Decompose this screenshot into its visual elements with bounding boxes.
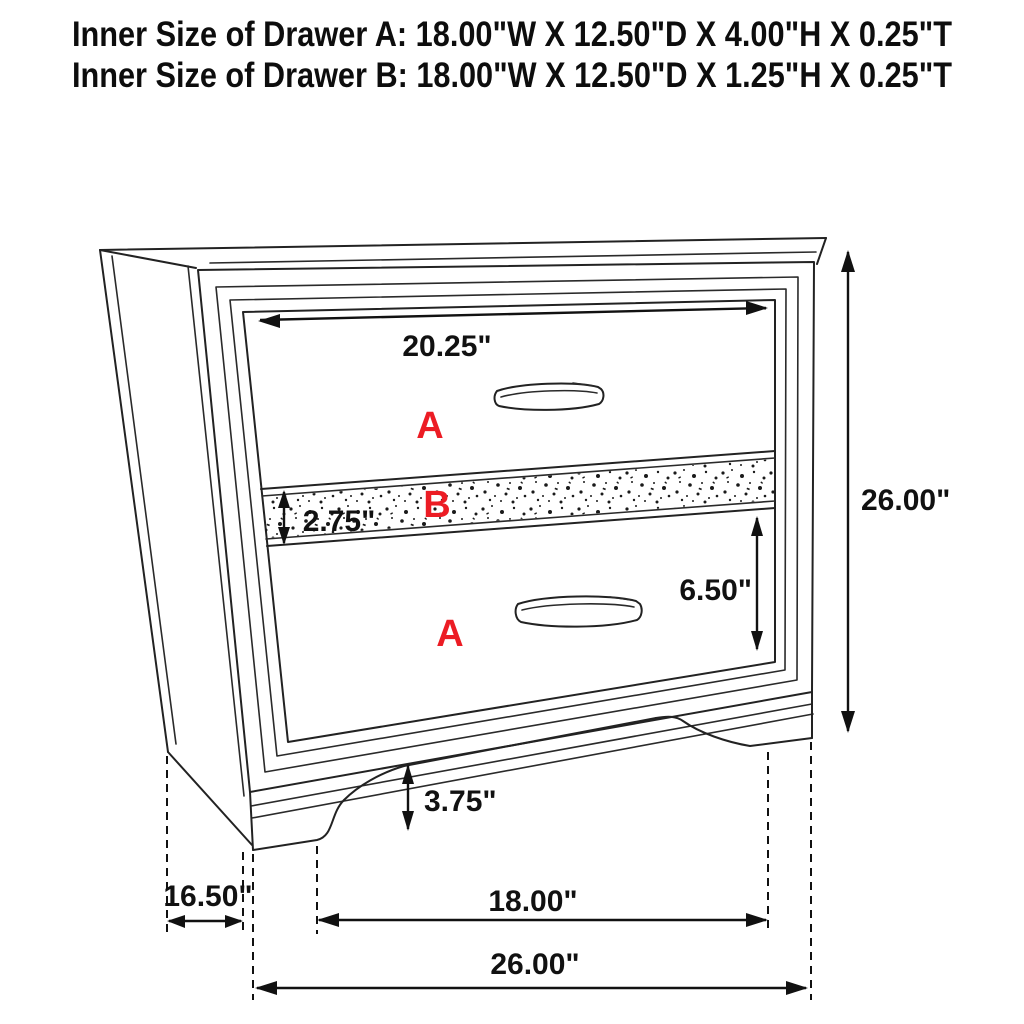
dim-label-16-50: 16.50" xyxy=(163,880,253,913)
right-foot xyxy=(656,717,812,746)
drawer-letters xyxy=(416,405,463,655)
dimension-annotations xyxy=(163,250,950,1000)
dim-label-20-25: 20.25" xyxy=(402,330,492,363)
dim-between-feet xyxy=(317,885,768,927)
drawer-letter-bottom-a: A xyxy=(436,613,464,655)
dim-overall-width xyxy=(255,948,808,995)
dim-bottom-drawer-height xyxy=(679,516,763,651)
dim-label-2-75: 2.75" xyxy=(302,505,376,538)
drawer-handle-bottom xyxy=(516,596,642,626)
drawer-letter-middle-b: B xyxy=(423,484,451,526)
drawer-handle-top xyxy=(495,383,604,410)
dim-overall-height xyxy=(841,250,950,733)
extension-lines xyxy=(167,742,811,1000)
header xyxy=(72,15,952,95)
header-line-2: Inner Size of Drawer B: 18.00"W X 12.50"D X 1.25"H X 0.25"T xyxy=(72,56,952,95)
dim-label-26-00-height: 26.00" xyxy=(861,484,951,517)
cabinet-side-panel xyxy=(100,250,252,845)
dim-label-18-00: 18.00" xyxy=(488,885,578,918)
dim-label-6-50: 6.50" xyxy=(679,574,752,607)
drawer-letter-top-a: A xyxy=(416,405,444,447)
header-line-1: Inner Size of Drawer A: 18.00"W X 12.50"D X 4.00"H X 0.25"T xyxy=(72,15,952,54)
base-rail xyxy=(250,692,813,850)
dim-foot-height xyxy=(402,764,497,831)
dim-side-depth xyxy=(163,880,252,928)
dim-label-26-00-width: 26.00" xyxy=(490,948,580,981)
dim-label-3-75: 3.75" xyxy=(424,785,497,818)
